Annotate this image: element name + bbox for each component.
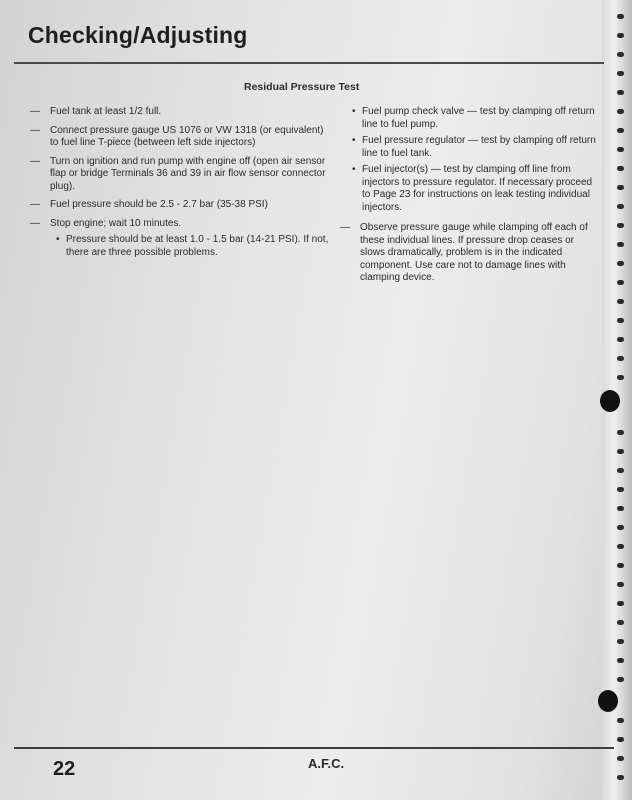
problem-item [352, 106, 598, 131]
binder-hole [617, 52, 624, 57]
binder-hole [617, 356, 624, 361]
page-number: 22 [53, 758, 76, 780]
sub-step-text: Pressure should be at least 1.0 - 1.5 bar (14-21 PSI). If not, there are three possible problems. [66, 234, 329, 258]
problem-item [352, 164, 598, 214]
procedure-step [30, 199, 330, 212]
step-text: Fuel pressure should be 2.5 - 2.7 bar (35-38 PSI) [50, 199, 268, 210]
binder-hole [617, 299, 624, 304]
dash-marker: — [30, 217, 40, 229]
footer-label: A.F.C. [308, 756, 345, 771]
binder-hole [617, 242, 624, 247]
bullet-marker: • [352, 106, 356, 117]
step-text: Fuel tank at least 1/2 full. [50, 106, 162, 117]
binder-hole [617, 487, 624, 492]
procedure-step [30, 218, 330, 260]
binder-hole [617, 563, 624, 568]
step-text: Stop engine; wait 10 minutes. [50, 217, 182, 229]
procedure-step [30, 125, 330, 150]
binder-hole [617, 775, 624, 780]
binder-hole [617, 737, 624, 742]
procedure-steps [30, 106, 330, 259]
binder-hole [617, 601, 624, 606]
binder-hole [617, 166, 624, 171]
binder-hole [617, 128, 624, 133]
sub-step [56, 234, 330, 259]
binder-hole [617, 204, 624, 209]
procedure-steps-continued [340, 222, 598, 285]
binder-hole [617, 71, 624, 76]
bullet-marker: • [352, 164, 356, 175]
procedure-step [30, 106, 330, 119]
bullet-marker: • [56, 234, 60, 245]
bullet-marker: • [352, 135, 356, 146]
binder-hole [617, 430, 624, 435]
left-column [30, 106, 330, 265]
binder-hole [617, 33, 624, 38]
dash-marker: — [340, 222, 350, 233]
step-text: Observe pressure gauge while clamping off each of these individual lines. If pressure drop ceases or slows dramatically, problem is in the indicated component. Use care not to damage lines with clamping device. [360, 222, 588, 283]
binder-hole [617, 109, 624, 114]
binder-hole [617, 639, 624, 644]
binder-hole [617, 337, 624, 342]
problem-text: Fuel injector(s) — test by clamping off line from injectors to pressure regulator. If necessary proceed to Page 23 for instructions on leak testing individual injectors. [362, 164, 593, 213]
binder-hole [617, 582, 624, 587]
sub-steps [56, 234, 330, 259]
binder-hole [617, 185, 624, 190]
procedure-step [30, 156, 330, 194]
binder-hole [617, 506, 624, 511]
step-text: Connect pressure gauge US 1076 or VW 1318 (or equivalent) to fuel line T-piece (between left side injectors) [50, 124, 324, 148]
binder-hole [617, 525, 624, 530]
binder-hole [617, 90, 624, 95]
binder-hole [617, 658, 624, 663]
problem-item [352, 135, 598, 160]
binder-hole [617, 14, 624, 19]
possible-problems [352, 106, 598, 214]
dash-marker: — [30, 155, 40, 167]
binder-hole [617, 449, 624, 454]
problem-text: Fuel pump check valve — test by clamping off return line to fuel pump. [362, 106, 595, 130]
right-column [340, 106, 598, 291]
section-heading: Residual Pressure Test [244, 81, 360, 93]
binder-hole [617, 677, 624, 682]
problem-text: Fuel pressure regulator — test by clamping off return line to fuel tank. [362, 135, 596, 159]
footer-divider [14, 747, 614, 749]
binder-hole [617, 620, 624, 625]
dash-marker: — [30, 199, 40, 210]
binder-hole [617, 261, 624, 266]
page-title: Checking/Adjusting [28, 22, 248, 48]
dash-marker: — [30, 106, 40, 117]
punch-hole [598, 690, 618, 712]
step-text: Turn on ignition and run pump with engine off (open air sensor flap or bridge Terminals 36 and 39 in air flow sensor connector plug). [50, 155, 326, 192]
binder-hole [617, 280, 624, 285]
binder-hole [617, 223, 624, 228]
binder-hole [617, 756, 624, 761]
binder-hole [617, 147, 624, 152]
dash-marker: — [30, 124, 40, 136]
procedure-step [340, 222, 598, 285]
punch-hole [600, 390, 620, 412]
binder-hole [617, 375, 624, 380]
binder-hole [617, 544, 624, 549]
binder-hole [617, 718, 624, 723]
binder-hole [617, 468, 624, 473]
binder-hole [617, 318, 624, 323]
header-divider [14, 62, 604, 64]
